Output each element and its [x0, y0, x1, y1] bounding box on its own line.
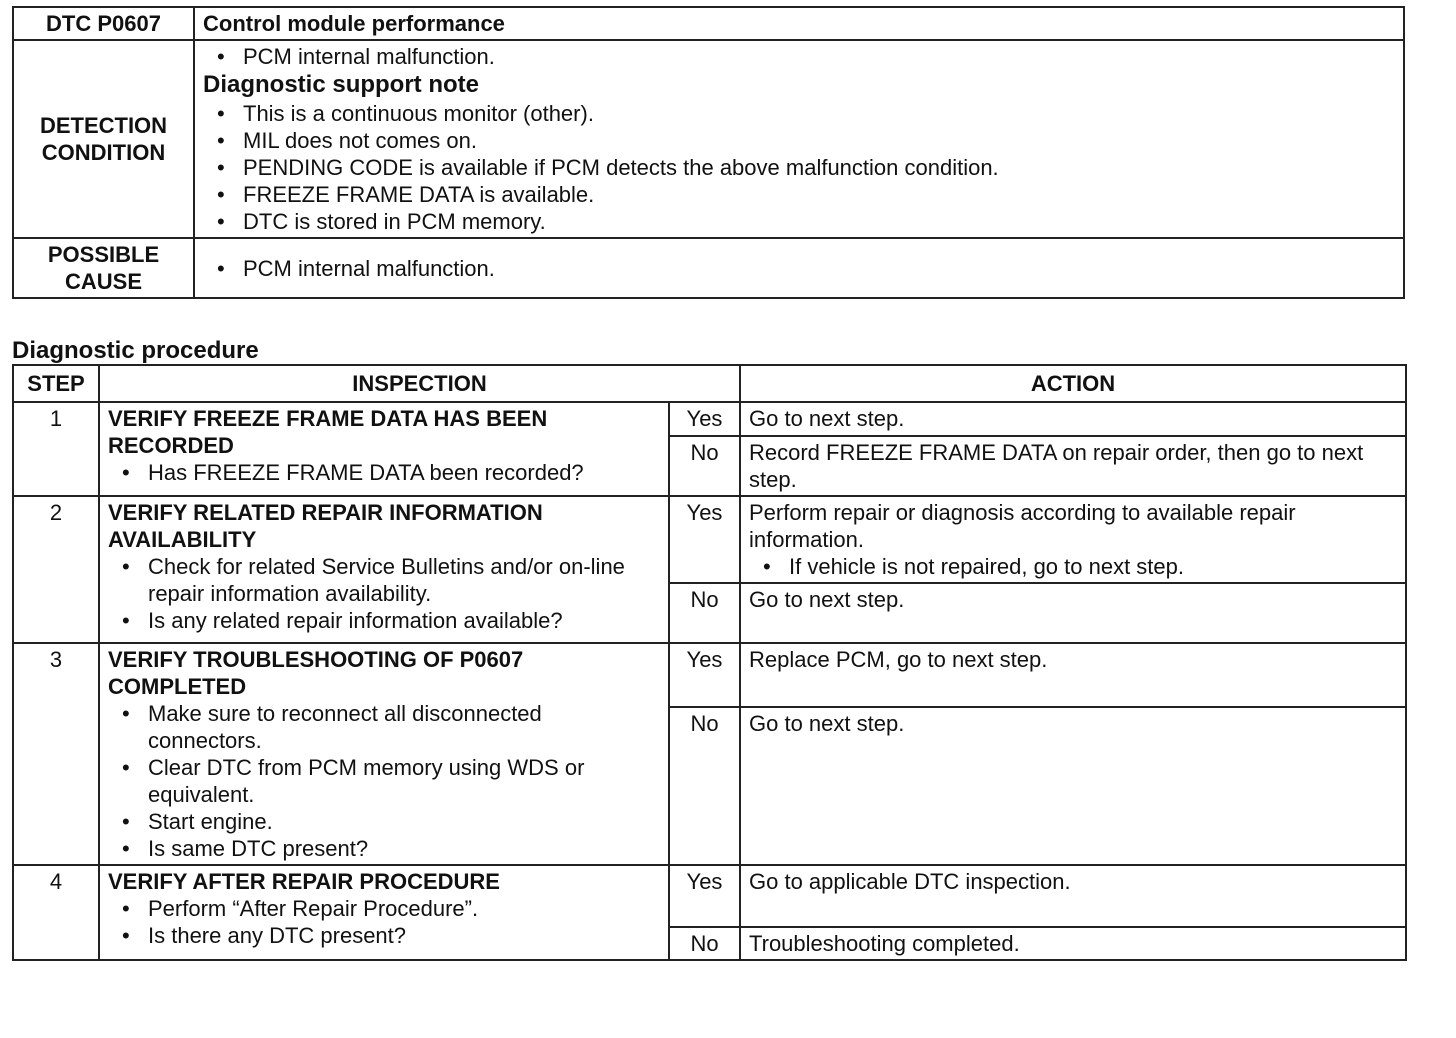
step-number: 1 — [13, 402, 99, 496]
list-item: • Has FREEZE FRAME DATA been recorded? — [108, 459, 660, 486]
inspection-cell — [99, 402, 669, 496]
diagnostic-procedure-table — [12, 364, 1407, 961]
inspection-title: VERIFY AFTER REPAIR PROCEDURE — [108, 869, 500, 894]
inspection-cell — [99, 643, 669, 865]
step-number: 4 — [13, 865, 99, 960]
yes-action: Perform repair or diagnosis according to available repair information. — [749, 500, 1296, 552]
no-action: Go to next step. — [740, 707, 1406, 865]
yes-label: Yes — [669, 496, 740, 583]
list-item: • Start engine. — [108, 808, 660, 835]
no-label: No — [669, 707, 740, 865]
list-item: • Clear DTC from PCM memory using WDS or equivalent. — [108, 754, 660, 808]
list-item: • DTC is stored in PCM memory. — [203, 208, 1395, 235]
support-note-heading: Diagnostic support note — [203, 71, 479, 98]
inspection-title: VERIFY TROUBLESHOOTING OF P0607 COMPLETED — [108, 647, 524, 699]
dtc-code: DTC P0607 — [13, 7, 194, 40]
list-item: • PCM internal malfunction. — [203, 255, 1395, 282]
yes-action: Go to next step. — [740, 402, 1406, 436]
header-inspection: INSPECTION — [99, 365, 740, 402]
list-item: • FREEZE FRAME DATA is available. — [203, 181, 1395, 208]
table-row — [13, 643, 1406, 707]
inspection-cell — [99, 496, 669, 643]
yes-label: Yes — [669, 643, 740, 707]
list-item: • This is a continuous monitor (other). — [203, 100, 1395, 127]
no-label: No — [669, 927, 740, 960]
list-item: • MIL does not comes on. — [203, 127, 1395, 154]
no-action: Go to next step. — [740, 583, 1406, 643]
possible-cause-row — [13, 238, 1404, 298]
list-item: • Is same DTC present? — [108, 835, 660, 862]
possible-cause-label: POSSIBLE CAUSE — [13, 238, 194, 298]
header-step: STEP — [13, 365, 99, 402]
no-label: No — [669, 583, 740, 643]
procedure-header-row — [13, 365, 1406, 402]
list-item: • Perform “After Repair Procedure”. — [108, 895, 660, 922]
list-item: • PCM internal malfunction. — [203, 43, 1395, 70]
inspection-title: VERIFY FREEZE FRAME DATA HAS BEEN RECORDED — [108, 406, 548, 458]
detection-condition-row — [13, 40, 1404, 238]
yes-action: Go to applicable DTC inspection. — [740, 865, 1406, 927]
inspection-cell — [99, 865, 669, 960]
yes-action-cell — [740, 496, 1406, 583]
table-row — [13, 865, 1406, 927]
yes-label: Yes — [669, 402, 740, 436]
header-action: ACTION — [740, 365, 1406, 402]
no-label: No — [669, 436, 740, 496]
detection-condition-label: DETECTION CONDITION — [13, 40, 194, 238]
dtc-header-row — [13, 7, 1404, 40]
step-number: 2 — [13, 496, 99, 643]
list-item: • If vehicle is not repaired, go to next step. — [749, 553, 1397, 580]
no-action: Record FREEZE FRAME DATA on repair order, then go to next step. — [740, 436, 1406, 496]
yes-label: Yes — [669, 865, 740, 927]
list-item: • Is there any DTC present? — [108, 922, 660, 949]
table-row — [13, 402, 1406, 436]
no-action: Troubleshooting completed. — [740, 927, 1406, 960]
list-item: • PENDING CODE is available if PCM detects the above malfunction condition. — [203, 154, 1395, 181]
detection-condition-content — [194, 40, 1404, 238]
dtc-title: Control module performance — [194, 7, 1404, 40]
list-item: • Check for related Service Bulletins and/or on-line repair information availability. — [108, 553, 660, 607]
step-number: 3 — [13, 643, 99, 865]
dtc-info-table — [12, 6, 1405, 299]
yes-action: Replace PCM, go to next step. — [740, 643, 1406, 707]
inspection-title: VERIFY RELATED REPAIR INFORMATION AVAILABILITY — [108, 500, 543, 552]
procedure-title: Diagnostic procedure — [12, 337, 259, 364]
table-row — [13, 496, 1406, 583]
list-item: • Make sure to reconnect all disconnected connectors. — [108, 700, 660, 754]
list-item: • Is any related repair information available? — [108, 607, 660, 634]
possible-cause-content — [194, 238, 1404, 298]
